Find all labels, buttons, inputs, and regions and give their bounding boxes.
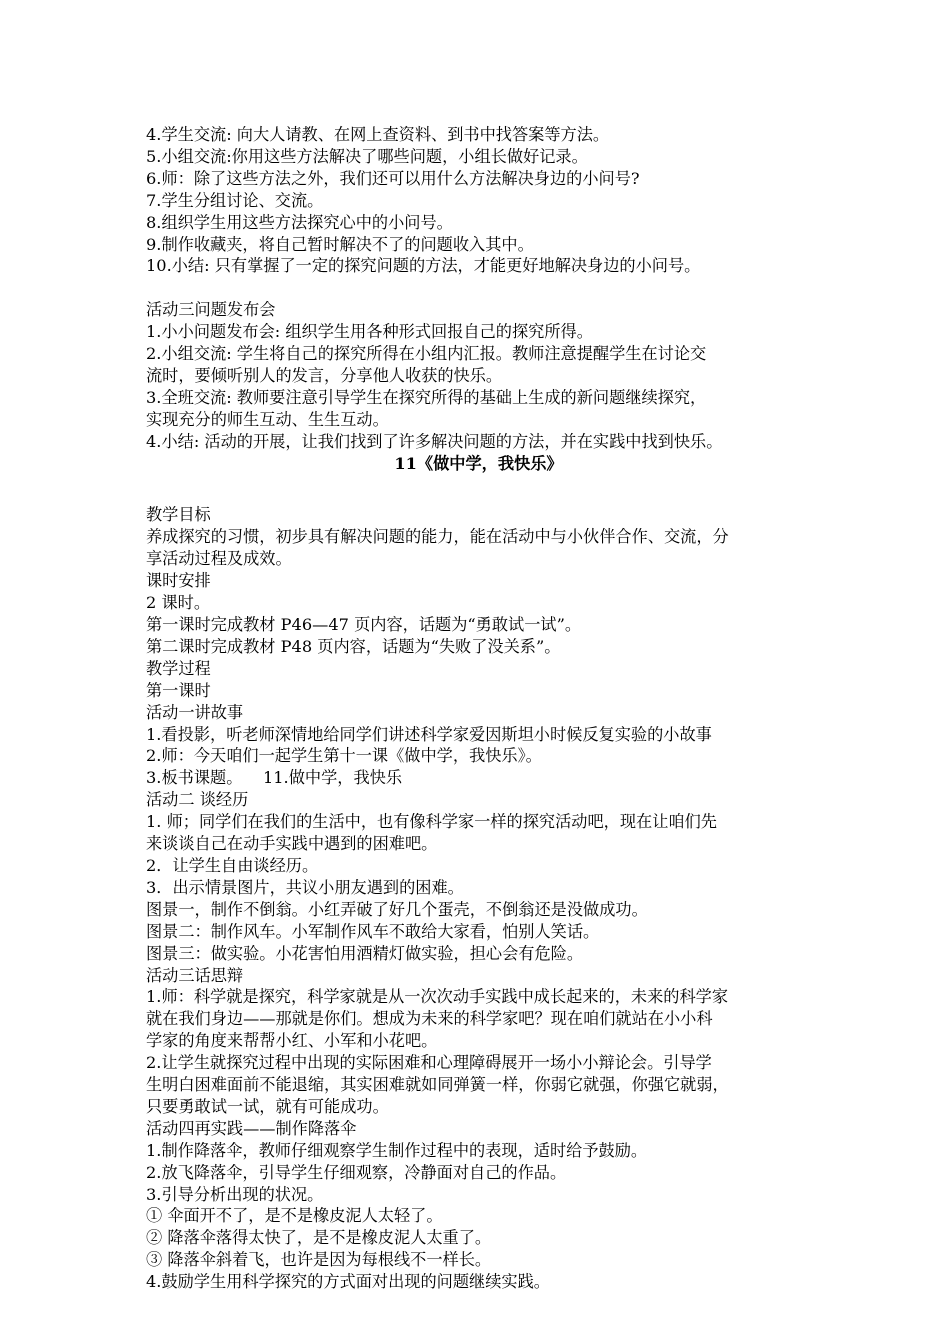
text-line: 4.小结: 活动的开展，让我们找到了许多解决问题的方法，并在实践中找到快乐。 [146, 431, 723, 451]
text-line: 3.板书课题。 11.做中学，我快乐 [146, 768, 403, 788]
text-line: ③ 降落伞斜着飞，也许是因为每根线不一样长。 [146, 1250, 492, 1270]
text-line: 图景三：做实验。小花害怕用酒精灯做实验，担心会有危险。 [146, 943, 584, 963]
text-line: 3.全班交流: 教师要注意引导学生在探究所得的基础上生成的新问题继续探究， [146, 387, 707, 407]
text-line: 1. 师；同学们在我们的生活中，也有像科学家一样的探究活动吧，现在让咱们先 [146, 812, 717, 832]
lesson-title: 11《做中学，我快乐》 [394, 453, 563, 473]
text-line: 实现充分的师生互动、生生互动。 [146, 409, 389, 429]
text-line: 流时，要倾听别人的发言，分享他人收获的快乐。 [146, 365, 503, 385]
text-line: 只要勇敢试一试，就有可能成功。 [146, 1096, 389, 1116]
text-line: 2.让学生就探究过程中出现的实际困难和心理障碍展开一场小小辩论会。引导学 [146, 1053, 712, 1073]
text-line: 4.学生交流: 向大人请教、在网上查资料、到书中找答案等方法。 [146, 125, 610, 144]
text-line: 第一课时完成教材 P46—47 页内容，话题为“勇敢试一试”。 [146, 615, 582, 635]
text-line: 3.引导分析出现的状况。 [146, 1184, 324, 1204]
text-line: 活动二 谈经历 [146, 790, 249, 810]
text-line: 图景一，制作不倒翁。小红弄破了好几个蛋壳，不倒翁还是没做成功。 [146, 899, 648, 919]
text-line: 10.小结: 只有掌握了一定的探究问题的方法，才能更好地解决身边的小问号。 [146, 256, 701, 276]
text-line: 1.看投影，听老师深情地给同学们讲述科学家爱因斯坦小时候反复实验的小故事 [146, 724, 712, 744]
text-line: 2 课时。 [146, 593, 211, 613]
lesson-plan-body [146, 504, 811, 1293]
text-line: 活动一讲故事 [146, 702, 244, 722]
text-line: 9.制作收藏夹，将自己暂时解决不了的问题收入其中。 [146, 234, 534, 254]
activity-list-continued [146, 124, 811, 277]
text-line: 活动四再实践——制作降落伞 [146, 1118, 357, 1138]
activity-three-section [146, 299, 811, 452]
text-line: 3．出示情景图片，共议小朋友遇到的困难。 [146, 877, 464, 897]
document-page [146, 124, 811, 1293]
text-line: 教学目标 [146, 505, 211, 525]
text-line: 第二课时完成教材 P48 页内容，话题为“失败了没关系”。 [146, 636, 561, 656]
text-line: 1.师：科学就是探究，科学家就是从一次次动手实践中成长起来的，未来的科学家 [146, 987, 729, 1007]
text-line: 课时安排 [146, 571, 211, 591]
text-line: 享活动过程及成效。 [146, 549, 292, 569]
text-line: 来谈谈自己在动手实践中遇到的困难吧。 [146, 834, 438, 854]
text-line: 2.放飞降落伞，引导学生仔细观察，冷静面对自己的作品。 [146, 1162, 567, 1182]
text-line: 就在我们身边——那就是你们。想成为未来的科学家吧？现在咱们就站在小小科 [146, 1009, 713, 1029]
text-line: 8.组织学生用这些方法探究心中的小问号。 [146, 212, 453, 232]
text-line: 2.师：今天咱们一起学生第十一课《做中学，我快乐》。 [146, 746, 542, 766]
text-line: 教学过程 [146, 658, 211, 678]
text-line: 1.小小问题发布会: 组织学生用各种形式回报自己的探究所得。 [146, 322, 593, 342]
text-line: 第一课时 [146, 680, 211, 700]
text-line: 6.师：除了这些方法之外，我们还可以用什么方法解决身边的小问号? [146, 168, 640, 188]
text-line: 图景二：制作风车。小军制作风车不敢给大家看，怕别人笑话。 [146, 921, 600, 941]
text-line: 学家的角度来帮帮小红、小军和小花吧。 [146, 1031, 438, 1051]
text-line: 养成探究的习惯，初步具有解决问题的能力，能在活动中与小伙伴合作、交流，分 [146, 527, 729, 547]
text-line: 4.鼓励学生用科学探究的方式面对出现的问题继续实践。 [146, 1272, 550, 1292]
text-line: ① 伞面开不了，是不是橡皮泥人太轻了。 [146, 1206, 443, 1226]
blank-line [146, 277, 811, 299]
text-line: 7.学生分组讨论、交流。 [146, 190, 324, 210]
blank-line [146, 474, 811, 504]
text-line: 5.小组交流:你用这些方法解决了哪些问题，小组长做好记录。 [146, 146, 588, 166]
text-line: ② 降落伞落得太快了，是不是橡皮泥人太重了。 [146, 1228, 492, 1248]
text-line: 活动三话思辩 [146, 965, 244, 985]
text-line: 2．让学生自由谈经历。 [146, 855, 319, 875]
text-line: 生明白困难面前不能退缩，其实困难就如同弹簧一样，你弱它就强，你强它就弱， [146, 1075, 729, 1095]
text-line: 活动三问题发布会 [146, 300, 276, 320]
text-line: 1.制作降落伞，教师仔细观察学生制作过程中的表现，适时给予鼓励。 [146, 1140, 648, 1160]
text-line: 2.小组交流: 学生将自己的探究所得在小组内汇报。教师注意提醒学生在讨论交 [146, 344, 707, 364]
